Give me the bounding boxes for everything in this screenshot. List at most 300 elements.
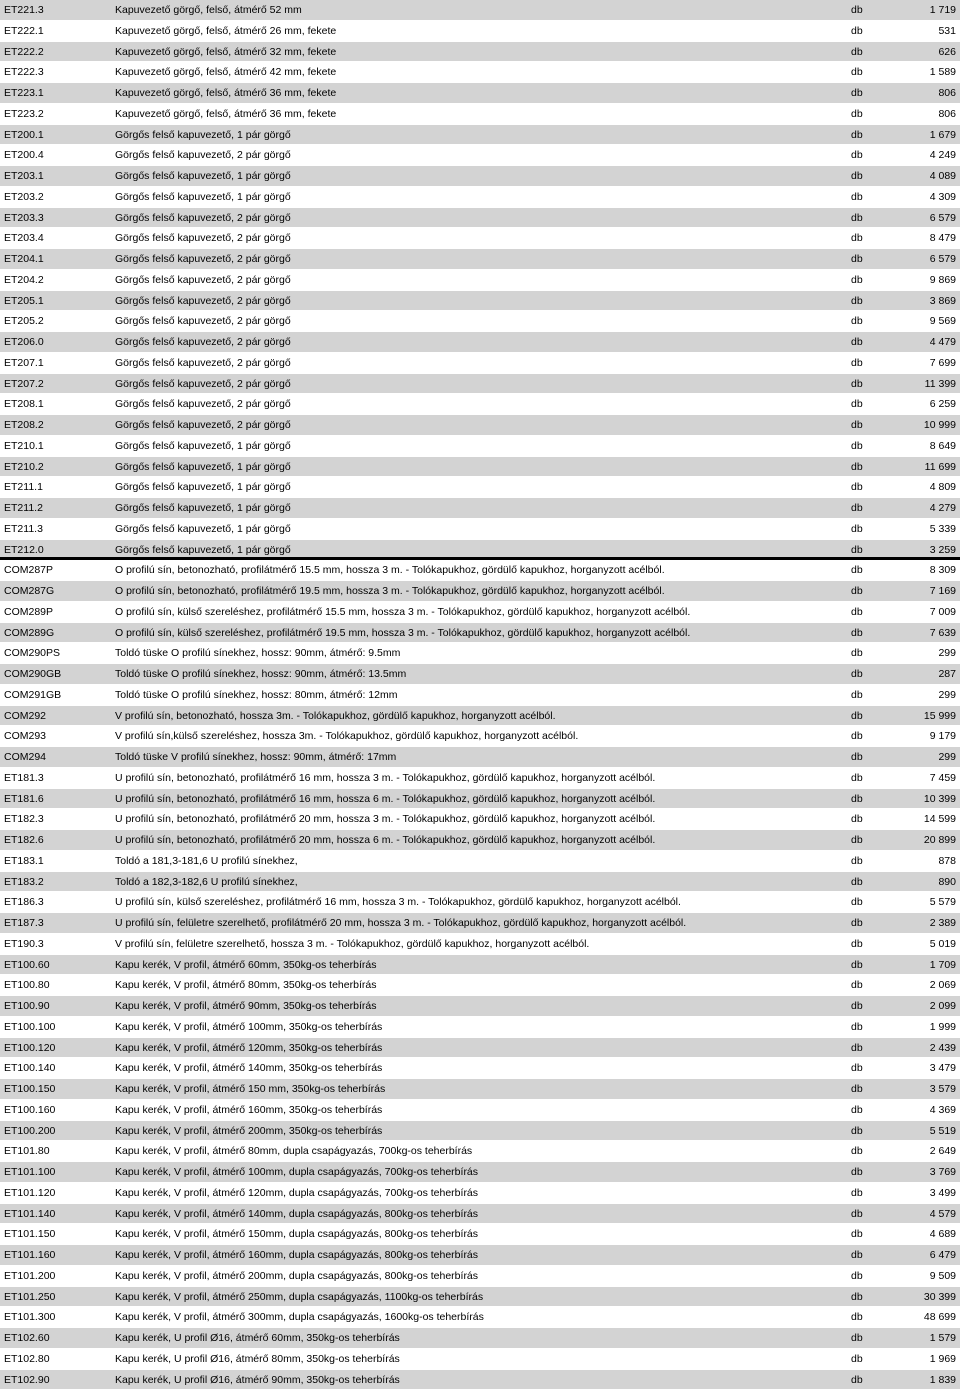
unit-label: db [851, 959, 863, 971]
product-description: Kapuvezető görgő, felső, átmérő 52 mm [115, 4, 302, 16]
unit-label: db [851, 1228, 863, 1240]
table-row [0, 1038, 960, 1059]
table-row [0, 560, 960, 581]
product-description: Kapu kerék, V profil, átmérő 150 mm, 350kg-os teherbírás [115, 1083, 385, 1095]
table-row [0, 228, 960, 249]
unit-label: db [851, 1353, 863, 1365]
table-row [0, 145, 960, 166]
unit-label: db [851, 25, 863, 37]
price-value: 4 809 [930, 481, 956, 493]
product-description: U profilú sín, betonozható, profilátmérő 20 mm, hossza 3 m. - Tolókapukhoz, gördülő kapukhoz, horganyzott acélból. [115, 813, 655, 825]
unit-label: db [851, 461, 863, 473]
product-description: Görgős felső kapuvezető, 1 pár görgő [115, 502, 291, 514]
price-value: 7 699 [930, 357, 956, 369]
product-description: Görgős felső kapuvezető, 1 pár görgő [115, 461, 291, 473]
product-code: ET101.80 [4, 1145, 50, 1157]
product-description: U profilú sín, külső szereléshez, profilátmérő 16 mm, hossza 3 m. - Tolókapukhoz, gördülő kapukhoz, horganyzott acélból. [115, 896, 681, 908]
price-value: 5 519 [930, 1125, 956, 1137]
product-code: COM287G [4, 585, 54, 597]
product-description: Kapuvezető görgő, felső, átmérő 36 mm, fekete [115, 108, 336, 120]
price-value: 1 579 [930, 1332, 956, 1344]
unit-label: db [851, 647, 863, 659]
product-description: Kapu kerék, U profil Ø16, átmérő 80mm, 350kg-os teherbírás [115, 1353, 400, 1365]
price-value: 531 [938, 25, 956, 37]
product-description: Kapu kerék, V profil, átmérő 90mm, 350kg-os teherbírás [115, 1000, 376, 1012]
price-value: 1 969 [930, 1353, 956, 1365]
unit-label: db [851, 253, 863, 265]
price-value: 1 999 [930, 1021, 956, 1033]
unit-label: db [851, 170, 863, 182]
product-code: ET100.140 [4, 1062, 55, 1074]
table-row [0, 664, 960, 685]
product-description: O profilú sín, betonozható, profilátmérő 19.5 mm, hossza 3 m. - Tolókapukhoz, gördülő kapukhoz, horganyzott acélból. [115, 585, 665, 597]
table-row [0, 851, 960, 872]
product-description: U profilú sín, felületre szerelhető, profilátmérő 20 mm, hossza 3 m. - Tolókapukhoz, gördülő kapukhoz, horganyzott acélból. [115, 917, 686, 929]
product-code: ET183.2 [4, 876, 44, 888]
unit-label: db [851, 66, 863, 78]
product-code: ET221.3 [4, 4, 44, 16]
product-description: Kapu kerék, V profil, átmérő 140mm, dupla csapágyazás, 800kg-os teherbírás [115, 1208, 478, 1220]
table-row [0, 830, 960, 851]
product-code: ET203.2 [4, 191, 44, 203]
price-value: 8 479 [930, 232, 956, 244]
unit-label: db [851, 129, 863, 141]
product-code: ET206.0 [4, 336, 44, 348]
unit-label: db [851, 1125, 863, 1137]
unit-label: db [851, 1291, 863, 1303]
table-row [0, 975, 960, 996]
product-description: Görgős felső kapuvezető, 2 pár görgő [115, 232, 291, 244]
price-value: 4 309 [930, 191, 956, 203]
unit-label: db [851, 1270, 863, 1282]
product-code: COM290PS [4, 647, 60, 659]
product-code: ET181.3 [4, 772, 44, 784]
product-code: ET100.90 [4, 1000, 50, 1012]
table-row [0, 747, 960, 768]
table-row [0, 1121, 960, 1142]
unit-label: db [851, 1311, 863, 1323]
unit-label: db [851, 108, 863, 120]
unit-label: db [851, 689, 863, 701]
product-description: Kapu kerék, V profil, átmérő 80mm, dupla csapágyazás, 700kg-os teherbírás [115, 1145, 472, 1157]
unit-label: db [851, 606, 863, 618]
product-code: ET100.160 [4, 1104, 55, 1116]
product-description: Görgős felső kapuvezető, 1 pár görgő [115, 170, 291, 182]
price-value: 806 [938, 87, 956, 99]
product-code: ET208.1 [4, 398, 44, 410]
product-code: COM293 [4, 730, 46, 742]
unit-label: db [851, 772, 863, 784]
product-description: Görgős felső kapuvezető, 2 pár görgő [115, 212, 291, 224]
product-description: Görgős felső kapuvezető, 1 pár görgő [115, 191, 291, 203]
table-row [0, 809, 960, 830]
price-value: 5 019 [930, 938, 956, 950]
price-value: 626 [938, 46, 956, 58]
price-value: 4 369 [930, 1104, 956, 1116]
table-row [0, 311, 960, 332]
product-description: O profilú sín, külső szereléshez, profilátmérő 19.5 mm, hossza 3 m. - Tolókapukhoz, gördülő kapukhoz, horganyzott acélból. [115, 627, 690, 639]
price-value: 4 579 [930, 1208, 956, 1220]
unit-label: db [851, 1000, 863, 1012]
product-code: ET205.2 [4, 315, 44, 327]
table-row [0, 21, 960, 42]
table-row [0, 643, 960, 664]
product-description: Toldó tüske O profilú sínekhez, hossz: 80mm, átmérő: 12mm [115, 689, 397, 701]
product-description: Görgős felső kapuvezető, 1 pár görgő [115, 481, 291, 493]
unit-label: db [851, 274, 863, 286]
product-code: ET183.1 [4, 855, 44, 867]
unit-label: db [851, 336, 863, 348]
unit-label: db [851, 917, 863, 929]
product-code: COM287P [4, 564, 53, 576]
table-row [0, 934, 960, 955]
product-code: COM289G [4, 627, 54, 639]
product-code: ET101.140 [4, 1208, 55, 1220]
price-value: 6 479 [930, 1249, 956, 1261]
product-description: Kapu kerék, V profil, átmérő 60mm, 350kg-os teherbírás [115, 959, 376, 971]
product-code: ET101.100 [4, 1166, 55, 1178]
product-code: ET210.2 [4, 461, 44, 473]
product-description: Toldó a 181,3-181,6 U profilú sínekhez, [115, 855, 298, 867]
price-value: 1 679 [930, 129, 956, 141]
table-row [0, 498, 960, 519]
product-code: ET186.3 [4, 896, 44, 908]
table-row [0, 332, 960, 353]
product-code: ET200.4 [4, 149, 44, 161]
product-description: Kapu kerék, V profil, átmérő 160mm, 350kg-os teherbírás [115, 1104, 382, 1116]
unit-label: db [851, 357, 863, 369]
product-code: ET200.1 [4, 129, 44, 141]
product-code: ET204.2 [4, 274, 44, 286]
unit-label: db [851, 1104, 863, 1116]
product-description: Görgős felső kapuvezető, 2 pár görgő [115, 419, 291, 431]
product-description: O profilú sín, külső szereléshez, profilátmérő 15.5 mm, hossza 3 m. - Tolókapukhoz, gördülő kapukhoz, horganyzott acélból. [115, 606, 690, 618]
unit-label: db [851, 896, 863, 908]
unit-label: db [851, 87, 863, 99]
price-value: 1 589 [930, 66, 956, 78]
product-code: ET100.150 [4, 1083, 55, 1095]
unit-label: db [851, 668, 863, 680]
price-value: 6 579 [930, 212, 956, 224]
price-value: 10 999 [924, 419, 956, 431]
table-row [0, 1245, 960, 1266]
product-code: ET222.2 [4, 46, 44, 58]
price-value: 4 089 [930, 170, 956, 182]
unit-label: db [851, 855, 863, 867]
product-code: ET207.1 [4, 357, 44, 369]
product-code: ET223.1 [4, 87, 44, 99]
unit-label: db [851, 564, 863, 576]
product-description: Görgős felső kapuvezető, 2 pár görgő [115, 149, 291, 161]
table-row [0, 1058, 960, 1079]
price-value: 3 479 [930, 1062, 956, 1074]
price-value: 2 389 [930, 917, 956, 929]
product-description: Görgős felső kapuvezető, 2 pár görgő [115, 336, 291, 348]
unit-label: db [851, 751, 863, 763]
table-row [0, 540, 960, 561]
table-row [0, 62, 960, 83]
table-row [0, 1287, 960, 1308]
price-value: 8 649 [930, 440, 956, 452]
table-row [0, 125, 960, 146]
unit-label: db [851, 1332, 863, 1344]
table-row [0, 83, 960, 104]
unit-label: db [851, 730, 863, 742]
product-code: ET203.4 [4, 232, 44, 244]
price-value: 9 569 [930, 315, 956, 327]
product-code: ET101.120 [4, 1187, 55, 1199]
product-description: Görgős felső kapuvezető, 2 pár görgő [115, 253, 291, 265]
price-value: 3 869 [930, 295, 956, 307]
product-description: Görgős felső kapuvezető, 1 pár görgő [115, 523, 291, 535]
product-code: COM289P [4, 606, 53, 618]
price-value: 4 689 [930, 1228, 956, 1240]
product-description: Kapu kerék, V profil, átmérő 120mm, dupla csapágyazás, 700kg-os teherbírás [115, 1187, 478, 1199]
unit-label: db [851, 502, 863, 514]
table-row [0, 519, 960, 540]
table-row [0, 415, 960, 436]
product-code: ET102.90 [4, 1374, 50, 1386]
product-code: ET204.1 [4, 253, 44, 265]
table-row [0, 1328, 960, 1349]
product-code: ET187.3 [4, 917, 44, 929]
price-value: 11 699 [925, 461, 956, 473]
unit-label: db [851, 378, 863, 390]
unit-label: db [851, 1042, 863, 1054]
table-row [0, 1183, 960, 1204]
price-value: 7 459 [930, 772, 956, 784]
table-row [0, 1100, 960, 1121]
unit-label: db [851, 398, 863, 410]
table-row [0, 1079, 960, 1100]
unit-label: db [851, 46, 863, 58]
table-row [0, 581, 960, 602]
table-row [0, 1204, 960, 1225]
table-row [0, 0, 960, 21]
product-description: Kapu kerék, V profil, átmérő 250mm, dupla csapágyazás, 1100kg-os teherbírás [115, 1291, 483, 1303]
table-row [0, 872, 960, 893]
product-code: ET101.150 [4, 1228, 55, 1240]
product-code: ET182.6 [4, 834, 44, 846]
product-code: ET100.60 [4, 959, 50, 971]
price-value: 7 009 [930, 606, 956, 618]
price-value: 30 399 [924, 1291, 956, 1303]
price-value: 806 [938, 108, 956, 120]
product-code: ET102.80 [4, 1353, 50, 1365]
unit-label: db [851, 1062, 863, 1074]
table-row [0, 913, 960, 934]
product-description: Görgős felső kapuvezető, 2 pár görgő [115, 274, 291, 286]
table-row [0, 42, 960, 63]
price-value: 299 [938, 647, 956, 659]
unit-label: db [851, 876, 863, 888]
unit-label: db [851, 979, 863, 991]
product-description: Görgős felső kapuvezető, 2 pár görgő [115, 295, 291, 307]
table-row [0, 602, 960, 623]
price-value: 3 499 [930, 1187, 956, 1199]
table-row [0, 996, 960, 1017]
unit-label: db [851, 834, 863, 846]
table-row [0, 1224, 960, 1245]
price-value: 2 439 [930, 1042, 956, 1054]
unit-label: db [851, 1187, 863, 1199]
product-description: Kapu kerék, V profil, átmérő 200mm, dupla csapágyazás, 800kg-os teherbírás [115, 1270, 478, 1282]
unit-label: db [851, 419, 863, 431]
table-row [0, 1017, 960, 1038]
unit-label: db [851, 627, 863, 639]
table-row [0, 1370, 960, 1390]
price-value: 6 579 [930, 253, 956, 265]
unit-label: db [851, 1145, 863, 1157]
product-code: ET101.200 [4, 1270, 55, 1282]
product-description: Görgős felső kapuvezető, 2 pár görgő [115, 357, 291, 369]
price-value: 299 [938, 751, 956, 763]
product-code: ET101.250 [4, 1291, 55, 1303]
price-value: 4 279 [930, 502, 956, 514]
table-row [0, 726, 960, 747]
unit-label: db [851, 585, 863, 597]
price-value: 2 649 [930, 1145, 956, 1157]
product-code: ET100.100 [4, 1021, 55, 1033]
product-description: V profilú sín,külső szereléshez, hossza 3m. - Tolókapukhoz, gördülő kapukhoz, horganyzott acélból. [115, 730, 578, 742]
table-row [0, 1349, 960, 1370]
unit-label: db [851, 793, 863, 805]
product-description: U profilú sín, betonozható, profilátmérő 20 mm, hossza 6 m. - Tolókapukhoz, gördülő kapukhoz, horganyzott acélból. [115, 834, 655, 846]
product-description: Kapu kerék, V profil, átmérő 120mm, 350kg-os teherbírás [115, 1042, 382, 1054]
product-description: Toldó tüske V profilú sínekhez, hossz: 90mm, átmérő: 17mm [115, 751, 396, 763]
product-description: U profilú sín, betonozható, profilátmérő 16 mm, hossza 3 m. - Tolókapukhoz, gördülő kapukhoz, horganyzott acélból. [115, 772, 655, 784]
price-value: 10 399 [924, 793, 956, 805]
price-value: 4 479 [930, 336, 956, 348]
price-value: 11 399 [925, 378, 956, 390]
product-description: Kapuvezető görgő, felső, átmérő 26 mm, fekete [115, 25, 336, 37]
product-code: ET203.3 [4, 212, 44, 224]
product-code: COM292 [4, 710, 46, 722]
product-code: ET190.3 [4, 938, 44, 950]
product-code: COM290GB [4, 668, 61, 680]
unit-label: db [851, 1166, 863, 1178]
table-row [0, 457, 960, 478]
product-description: V profilú sín, betonozható, hossza 3m. - Tolókapukhoz, gördülő kapukhoz, horganyzott acélból. [115, 710, 556, 722]
unit-label: db [851, 1083, 863, 1095]
product-description: Görgős felső kapuvezető, 1 pár görgő [115, 129, 291, 141]
unit-label: db [851, 232, 863, 244]
product-description: Toldó a 182,3-182,6 U profilú sínekhez, [115, 876, 298, 888]
product-description: Kapuvezető görgő, felső, átmérő 32 mm, fekete [115, 46, 336, 58]
unit-label: db [851, 544, 863, 556]
table-row [0, 477, 960, 498]
table-row [0, 768, 960, 789]
price-value: 4 249 [930, 149, 956, 161]
product-code: ET101.160 [4, 1249, 55, 1261]
unit-label: db [851, 1249, 863, 1261]
table-row [0, 955, 960, 976]
unit-label: db [851, 149, 863, 161]
unit-label: db [851, 212, 863, 224]
product-description: Kapu kerék, V profil, átmérő 160mm, dupla csapágyazás, 800kg-os teherbírás [115, 1249, 478, 1261]
product-code: COM291GB [4, 689, 61, 701]
price-value: 287 [938, 668, 956, 680]
product-code: ET222.1 [4, 25, 44, 37]
product-code: ET102.60 [4, 1332, 50, 1344]
product-description: Kapu kerék, V profil, átmérő 100mm, dupla csapágyazás, 700kg-os teherbírás [115, 1166, 478, 1178]
unit-label: db [851, 481, 863, 493]
product-code: ET101.300 [4, 1311, 55, 1323]
table-row [0, 436, 960, 457]
price-value: 14 599 [924, 813, 956, 825]
product-code: ET100.120 [4, 1042, 55, 1054]
table-row [0, 187, 960, 208]
table-row [0, 892, 960, 913]
product-description: Kapu kerék, V profil, átmérő 300mm, dupla csapágyazás, 1600kg-os teherbírás [115, 1311, 484, 1323]
product-description: Kapu kerék, U profil Ø16, átmérő 60mm, 350kg-os teherbírás [115, 1332, 400, 1344]
price-value: 878 [938, 855, 956, 867]
product-description: Kapu kerék, V profil, átmérő 150mm, dupla csapágyazás, 800kg-os teherbírás [115, 1228, 478, 1240]
table-row [0, 208, 960, 229]
product-description: Kapu kerék, V profil, átmérő 140mm, 350kg-os teherbírás [115, 1062, 382, 1074]
unit-label: db [851, 1374, 863, 1386]
price-value: 1 709 [930, 959, 956, 971]
product-code: ET208.2 [4, 419, 44, 431]
price-value: 20 899 [924, 834, 956, 846]
product-code: ET211.2 [4, 502, 43, 514]
product-code: ET100.200 [4, 1125, 55, 1137]
price-value: 3 769 [930, 1166, 956, 1178]
product-code: ET203.1 [4, 170, 44, 182]
price-value: 8 309 [930, 564, 956, 576]
table-row [0, 353, 960, 374]
price-value: 15 999 [924, 710, 956, 722]
table-row [0, 104, 960, 125]
price-value: 2 099 [930, 1000, 956, 1012]
price-value: 3 579 [930, 1083, 956, 1095]
price-value: 9 179 [930, 730, 956, 742]
price-value: 7 169 [930, 585, 956, 597]
table-row [0, 394, 960, 415]
product-code: ET205.1 [4, 295, 44, 307]
unit-label: db [851, 1021, 863, 1033]
product-code: ET222.3 [4, 66, 44, 78]
price-value: 890 [938, 876, 956, 888]
table-row [0, 374, 960, 395]
table-row [0, 249, 960, 270]
table-row [0, 706, 960, 727]
product-code: COM294 [4, 751, 46, 763]
price-value: 1 719 [930, 4, 956, 16]
product-code: ET182.3 [4, 813, 44, 825]
table-row [0, 166, 960, 187]
unit-label: db [851, 295, 863, 307]
product-description: Toldó tüske O profilú sínekhez, hossz: 90mm, átmérő: 9.5mm [115, 647, 400, 659]
product-description: Görgős felső kapuvezető, 2 pár görgő [115, 315, 291, 327]
unit-label: db [851, 710, 863, 722]
unit-label: db [851, 4, 863, 16]
unit-label: db [851, 523, 863, 535]
table-row [0, 1307, 960, 1328]
price-value: 1 839 [930, 1374, 956, 1386]
product-description: Görgős felső kapuvezető, 1 pár görgő [115, 544, 291, 556]
product-code: ET211.3 [4, 523, 43, 535]
product-code: ET207.2 [4, 378, 44, 390]
product-description: V profilú sín, felületre szerelhető, hossza 3 m. - Tolókapukhoz, gördülő kapukhoz, horganyzott acélból. [115, 938, 589, 950]
product-description: Görgős felső kapuvezető, 1 pár görgő [115, 440, 291, 452]
product-code: ET181.6 [4, 793, 44, 805]
table-row [0, 270, 960, 291]
price-value: 9 869 [930, 274, 956, 286]
table-row [0, 291, 960, 312]
product-description: Kapuvezető görgő, felső, átmérő 42 mm, fekete [115, 66, 336, 78]
product-description: O profilú sín, betonozható, profilátmérő 15.5 mm, hossza 3 m. - Tolókapukhoz, gördülő kapukhoz, horganyzott acélból. [115, 564, 665, 576]
